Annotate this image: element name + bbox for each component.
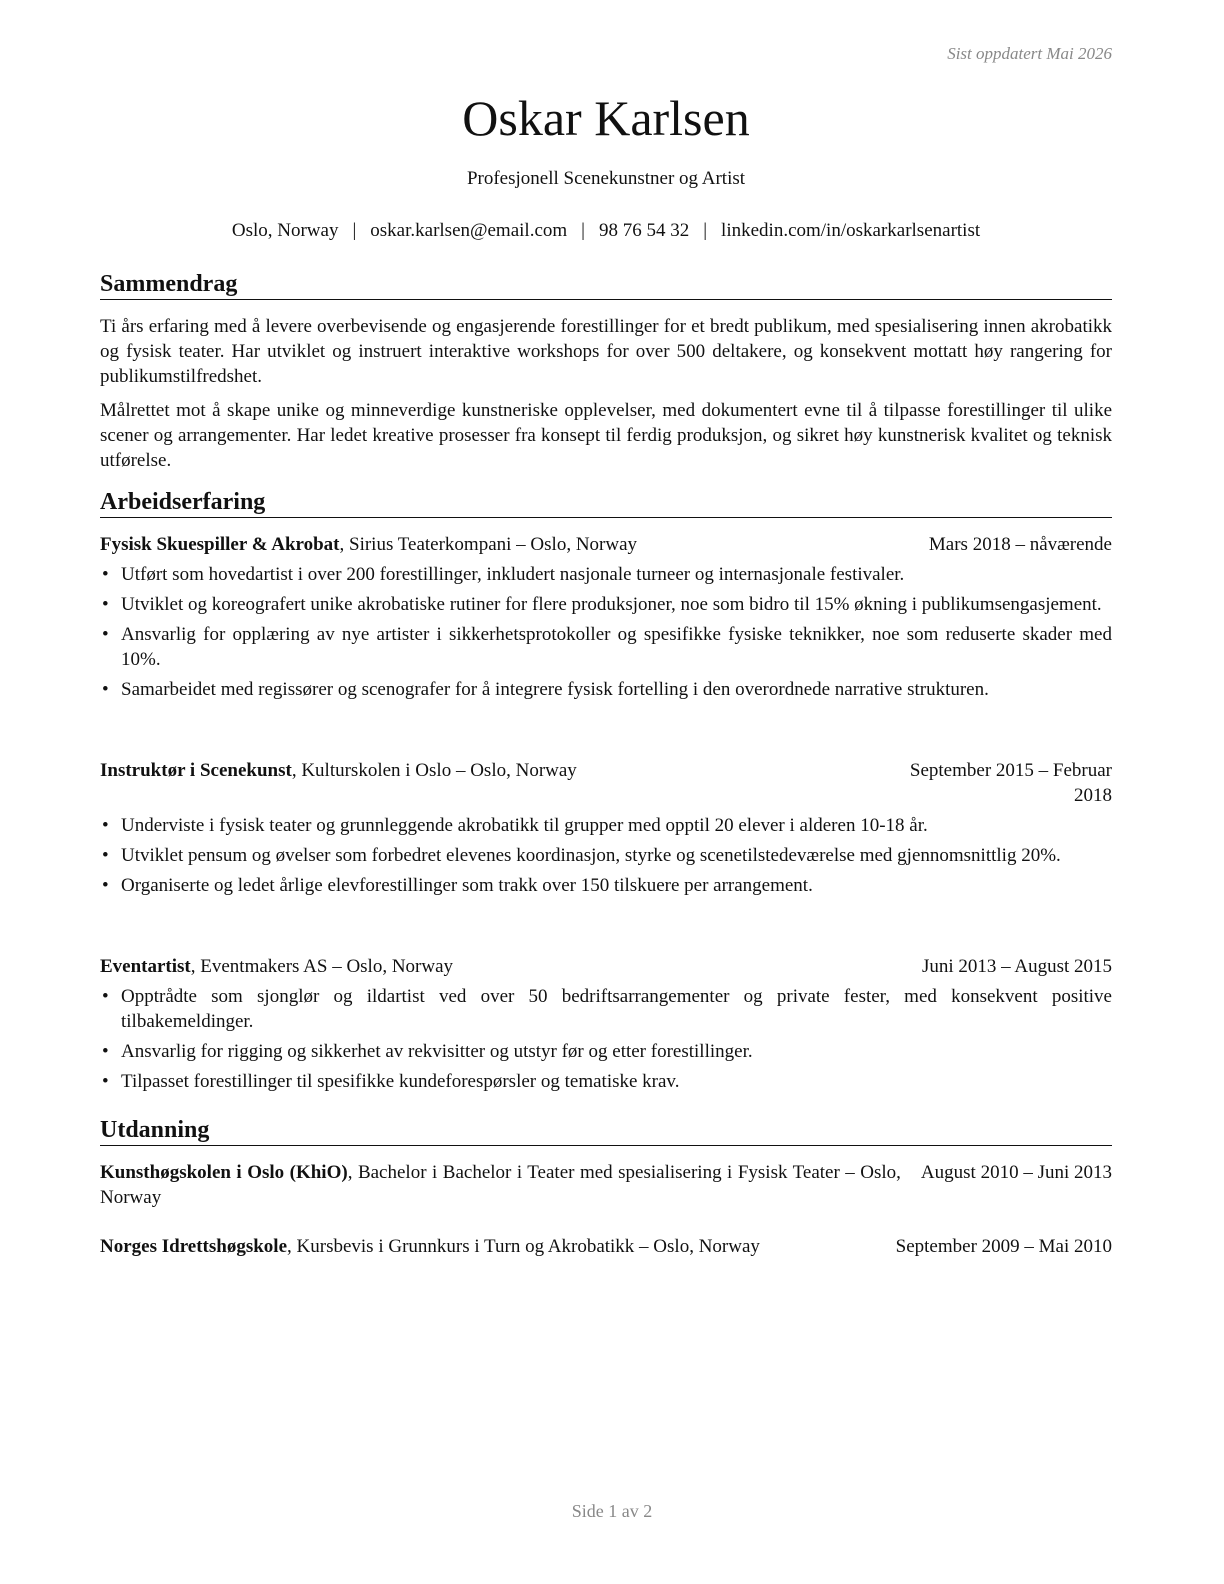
job-org: , Kulturskolen i Oslo – Oslo, Norway [291, 760, 577, 781]
summary-paragraph-2: Målrettet mot å skape unike og minneverdige kunstneriske opplevelser, med dokumentert evne til å tilpasse forestillinger til ulike scener og arrangementer. Har ledet kreative prosesser fra konsept til ferdig produksjon, og sikret høy kunstnerisk kvalitet og teknisk utførelse. [100, 400, 1112, 471]
bullet-item: • Utviklet og koreografert unike akrobatiske rutiner for flere produksjoner, noe som bidro til 15% økning i publikumsengasjement. [100, 592, 1112, 617]
school-name: Kunsthøgskolen i Oslo (KhiO) [100, 1162, 348, 1183]
summary-paragraph-1: Ti års erfaring med å levere overbevisende og engasjerende forestillinger for et bredt publikum, med spesialisering innen akrobatikk og fysisk teater. Har utviklet og instruert interaktive workshops for over 500 deltakere, og konsekvent mottatt høy rangering for publikumstilfredshet. [100, 316, 1112, 387]
school-name: Norges Idrettshøgskole [100, 1236, 288, 1257]
job-header [100, 532, 1112, 557]
last-updated: Sist oppdatert Mai 2026 [947, 44, 1112, 63]
contact-location: Oslo, Norway [231, 220, 339, 241]
education-dates: August 2010 – Juni 2013 [920, 1162, 1112, 1183]
education-entry [100, 1234, 1112, 1259]
job-role: Fysisk Skuespiller & Akrobat [100, 534, 340, 555]
separator: | [581, 220, 585, 241]
separator: | [703, 220, 708, 241]
bullet-item: • Tilpasset forestillinger til spesifikke kundeforespørsler og tematiske krav. [100, 1069, 1112, 1094]
section-title-experience: Arbeidserfaring [100, 488, 1112, 518]
job-bullets [100, 562, 1112, 707]
contact-phone: 98 76 54 32 [598, 220, 690, 241]
education-detail: , Bachelor i Bachelor i Teater med spesialisering i Fysisk Teater – Oslo, Norway [100, 1162, 901, 1208]
person-name: Oskar Karlsen [462, 90, 750, 146]
job-org: , Sirius Teaterkompani – Oslo, Norway [339, 534, 638, 555]
bullet-item: • Ansvarlig for rigging og sikkerhet av rekvisitter og utstyr før og etter forestillinger. [100, 1039, 1112, 1064]
contact-line [100, 219, 1112, 243]
section-title-summary: Sammendrag [100, 270, 1112, 300]
job-bullets [100, 813, 1112, 903]
job-dates: September 2015 – Februar 2018 [909, 760, 1112, 806]
job-role: Instruktør i Scenekunst [100, 760, 292, 781]
bullet-item: • Samarbeidet med regissører og scenografer for å integrere fysisk fortelling i den overordnede narrative strukturen. [100, 677, 1112, 702]
job-role: Eventartist [100, 956, 191, 977]
job-dates: Mars 2018 – nåværende [928, 534, 1112, 555]
job-dates: Juni 2013 – August 2015 [921, 956, 1112, 977]
bullet-item: • Utført som hovedartist i over 200 forestillinger, inkludert nasjonale turneer og internasjonale festivaler. [100, 562, 1112, 587]
bullet-item: • Ansvarlig for opplæring av nye artister i sikkerhetsprotokoller og spesifikke fysiske teknikker, noe som reduserte skader med 10%. [100, 622, 1112, 672]
bullet-item: • Opptrådte som sjonglør og ildartist ved over 50 bedriftsarrangementer og private fester, med konsekvent positive tilbakemeldinger. [100, 984, 1112, 1034]
separator: | [352, 220, 357, 241]
contact-linkedin[interactable]: linkedin.com/in/oskarkarlsenartist [721, 220, 981, 241]
education-dates: September 2009 – Mai 2010 [895, 1236, 1112, 1257]
section-title-education: Utdanning [100, 1116, 1112, 1146]
tagline: Profesjonell Scenekunstner og Artist [466, 168, 746, 189]
bullet-item: • Utviklet pensum og øvelser som forbedret elevenes koordinasjon, styrke og scenetilstedeværelse med gjennomsnittlig 20%. [100, 843, 1112, 868]
job-header [100, 758, 1112, 808]
job-bullets [100, 984, 1112, 1099]
bullet-item: • Organiserte og ledet årlige elevforestillinger som trakk over 150 tilskuere per arrangement. [100, 873, 1112, 898]
bullet-item: • Underviste i fysisk teater og grunnleggende akrobatikk til grupper med opptil 20 elever i alderen 10-18 år. [100, 813, 1112, 838]
page-number: Side 1 av 2 [571, 1501, 653, 1521]
education-entry [100, 1160, 1112, 1210]
job-org: , Eventmakers AS – Oslo, Norway [190, 956, 454, 977]
job-header [100, 954, 1112, 979]
contact-email[interactable]: oskar.karlsen@email.com [370, 220, 568, 241]
education-detail: , Kursbevis i Grunnkurs i Turn og Akrobatikk – Oslo, Norway [287, 1236, 760, 1257]
